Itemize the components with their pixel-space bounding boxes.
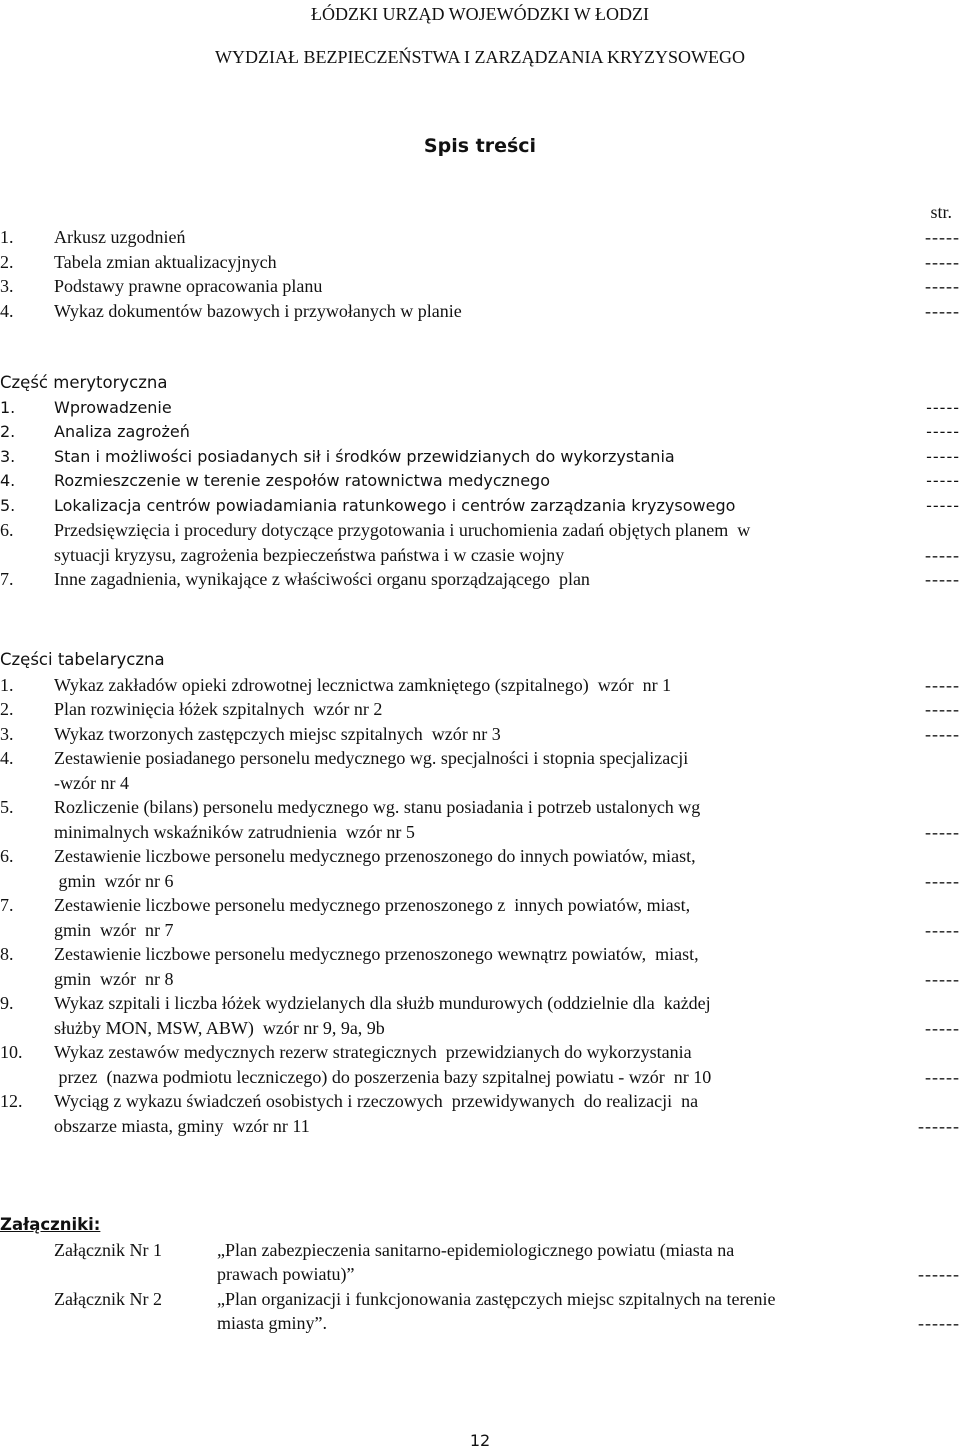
item-page: ----- — [925, 919, 960, 940]
item-page: ----- — [925, 723, 960, 744]
item-text: Przedsięwzięcia i procedury dotyczące przygotowania i uruchomienia zadań objętych planem w sytuacji kryzysu, zagrożenia bezpieczeństwa państwa i w czasie wojny — [54, 520, 751, 565]
item-number: 6. — [0, 520, 14, 540]
list-item — [0, 396, 960, 421]
item-number: 3. — [0, 446, 16, 466]
item-text: Arkusz uzgodnień — [54, 227, 186, 247]
item-number: 4. — [0, 300, 14, 321]
item-number: 8. — [0, 944, 14, 964]
item-text: Zestawienie posiadanego personelu medycznego wg. specjalności i stopnia specjalizacji -wzór nr 4 — [54, 748, 689, 793]
item-page: ----- — [925, 699, 960, 719]
attachment-page: ------ — [918, 1313, 960, 1333]
list-item — [0, 225, 960, 250]
item-text: Zestawienie liczbowe personelu medycznego przenoszonego z innych powiatów, miast, gmin wzór nr 7 — [54, 895, 691, 940]
item-page: ----- — [925, 870, 960, 891]
attachment-text: „Plan organizacji i funkcjonowania zastępczych miejsc szpitalnych na terenie miasta gminy”. — [217, 1288, 776, 1333]
item-page: ----- — [926, 495, 960, 515]
list-item — [0, 445, 960, 470]
list-item — [0, 795, 960, 844]
page-number: 12 — [469, 1431, 491, 1450]
item-page: ----- — [925, 544, 960, 565]
list-item — [0, 1089, 960, 1138]
item-page: ------ — [918, 1115, 960, 1136]
item-page: ----- — [925, 1017, 960, 1038]
item-number: 4. — [0, 748, 14, 768]
item-number: 9. — [0, 993, 14, 1013]
item-page: ----- — [925, 300, 960, 321]
list-item — [0, 274, 960, 299]
attachment-page: ------ — [918, 1264, 960, 1284]
item-number: 2. — [0, 251, 14, 272]
list-item — [0, 494, 960, 519]
item-number: 5. — [0, 495, 16, 515]
attachment-item — [0, 1287, 960, 1336]
list-item — [0, 746, 960, 795]
item-page: ----- — [925, 674, 960, 695]
item-text: Rozmieszczenie w terenie zespołów ratownictwa medycznego — [54, 471, 550, 490]
attachment-item — [0, 1238, 960, 1287]
item-page: ----- — [926, 471, 960, 490]
list-item — [0, 844, 960, 893]
item-text: Rozliczenie (bilans) personelu medycznego wg. stanu posiadania i potrzeb ustalonych wg minimalnych wskaźników zatrudnienia wzór nr 5 — [54, 797, 701, 842]
item-page: ----- — [925, 821, 960, 842]
item-text: Zestawienie liczbowe personelu medycznego przenoszonego wewnątrz powiatów, miast, gmin wzór nr 8 — [54, 944, 699, 989]
item-text: Wyciąg z wykazu świadczeń osobistych i rzeczowych przewidywanych do realizacji na obszarze miasta, gminy wzór nr 11 — [54, 1091, 699, 1136]
merit-heading: Część merytoryczna — [0, 373, 168, 392]
item-number: 4. — [0, 471, 16, 490]
item-text: Analiza zagrożeń — [54, 422, 190, 441]
list-item — [0, 420, 960, 445]
list-item — [0, 942, 960, 991]
merit-section — [0, 371, 960, 592]
item-text: Podstawy prawne opracowania planu — [54, 276, 323, 296]
header-office-name: ŁÓDZKI URZĄD WOJEWÓDZKI W ŁODZI — [311, 4, 649, 24]
list-item — [0, 469, 960, 494]
item-number: 3. — [0, 723, 14, 744]
item-text: Lokalizacja centrów powiadamiania ratunkowego i centrów zarządzania kryzysowego — [54, 495, 736, 515]
item-page: ----- — [926, 397, 960, 417]
item-page: ----- — [925, 227, 960, 247]
item-page: ----- — [925, 251, 960, 272]
item-text: Wprowadzenie — [54, 397, 172, 417]
list-item — [0, 722, 960, 747]
list-item — [0, 250, 960, 275]
item-number: 5. — [0, 797, 14, 817]
item-number: 7. — [0, 569, 14, 589]
tabular-section — [0, 648, 960, 1138]
attachment-label: Załącznik Nr 1 — [54, 1239, 162, 1260]
list-item — [0, 697, 960, 722]
toc-title: Spis treści — [423, 135, 537, 157]
header-department-name: WYDZIAŁ BEZPIECZEŃSTWA I ZARZĄDZANIA KRYZYSOWEGO — [215, 47, 745, 67]
item-text: Wykaz tworzonych zastępczych miejsc szpitalnych wzór nr 3 — [54, 723, 501, 744]
attachments-heading: Załączniki: — [0, 1215, 101, 1234]
attachment-text: „Plan zabezpieczenia sanitarno-epidemiologicznego powiatu (miasta na prawach powiatu)” — [217, 1239, 735, 1284]
tabular-heading: Części tabelaryczna — [0, 650, 165, 669]
item-text: Wykaz zakładów opieki zdrowotnej lecznictwa zamkniętego (szpitalnego) wzór nr 1 — [54, 674, 672, 695]
item-page: ----- — [925, 968, 960, 989]
item-page: ----- — [926, 446, 960, 466]
item-number: 7. — [0, 895, 14, 915]
list-item — [0, 991, 960, 1040]
item-number: 2. — [0, 422, 16, 441]
item-text: Zestawienie liczbowe personelu medycznego przenoszonego do innych powiatów, miast, gmin wzór nr 6 — [54, 846, 696, 891]
list-item — [0, 518, 960, 567]
item-page: ----- — [926, 422, 960, 441]
page-column-label: str. — [930, 202, 952, 222]
item-number: 10. — [0, 1042, 23, 1062]
item-text: Wykaz zestawów medycznych rezerw strategicznych przewidzianych do wykorzystania przez (nazwa podmiotu leczniczego) do poszerzenia bazy szpitalnej powiatu - wzór nr 10 — [54, 1042, 712, 1087]
attachments-section — [0, 1213, 960, 1336]
item-number: 2. — [0, 699, 14, 719]
item-page: ----- — [925, 1066, 960, 1087]
item-number: 1. — [0, 674, 14, 695]
intro-list — [0, 225, 960, 323]
item-text: Wykaz szpitali i liczba łóżek wydzielanych dla służb mundurowych (oddzielnie dla każdej służby MON, MSW, ABW) wzór nr 9, 9a, 9b — [54, 993, 711, 1038]
item-text: Stan i możliwości posiadanych sił i środków przewidzianych do wykorzystania — [54, 446, 675, 466]
item-text: Wykaz dokumentów bazowych i przywołanych w planie — [54, 300, 462, 321]
list-item — [0, 1040, 960, 1089]
item-text: Tabela zmian aktualizacyjnych — [54, 251, 277, 272]
item-text: Inne zagadnienia, wynikające z właściwości organu sporządzającego plan — [54, 569, 590, 589]
item-page: ----- — [925, 569, 960, 589]
item-text: Plan rozwinięcia łóżek szpitalnych wzór nr 2 — [54, 699, 383, 719]
item-number: 12. — [0, 1091, 23, 1111]
attachment-label: Załącznik Nr 2 — [54, 1288, 162, 1309]
list-item — [0, 299, 960, 324]
item-page: ----- — [925, 276, 960, 296]
item-number: 1. — [0, 227, 14, 247]
item-number: 1. — [0, 397, 16, 417]
item-number: 3. — [0, 276, 14, 296]
list-item — [0, 893, 960, 942]
list-item — [0, 673, 960, 698]
item-number: 6. — [0, 846, 14, 866]
list-item — [0, 567, 960, 592]
